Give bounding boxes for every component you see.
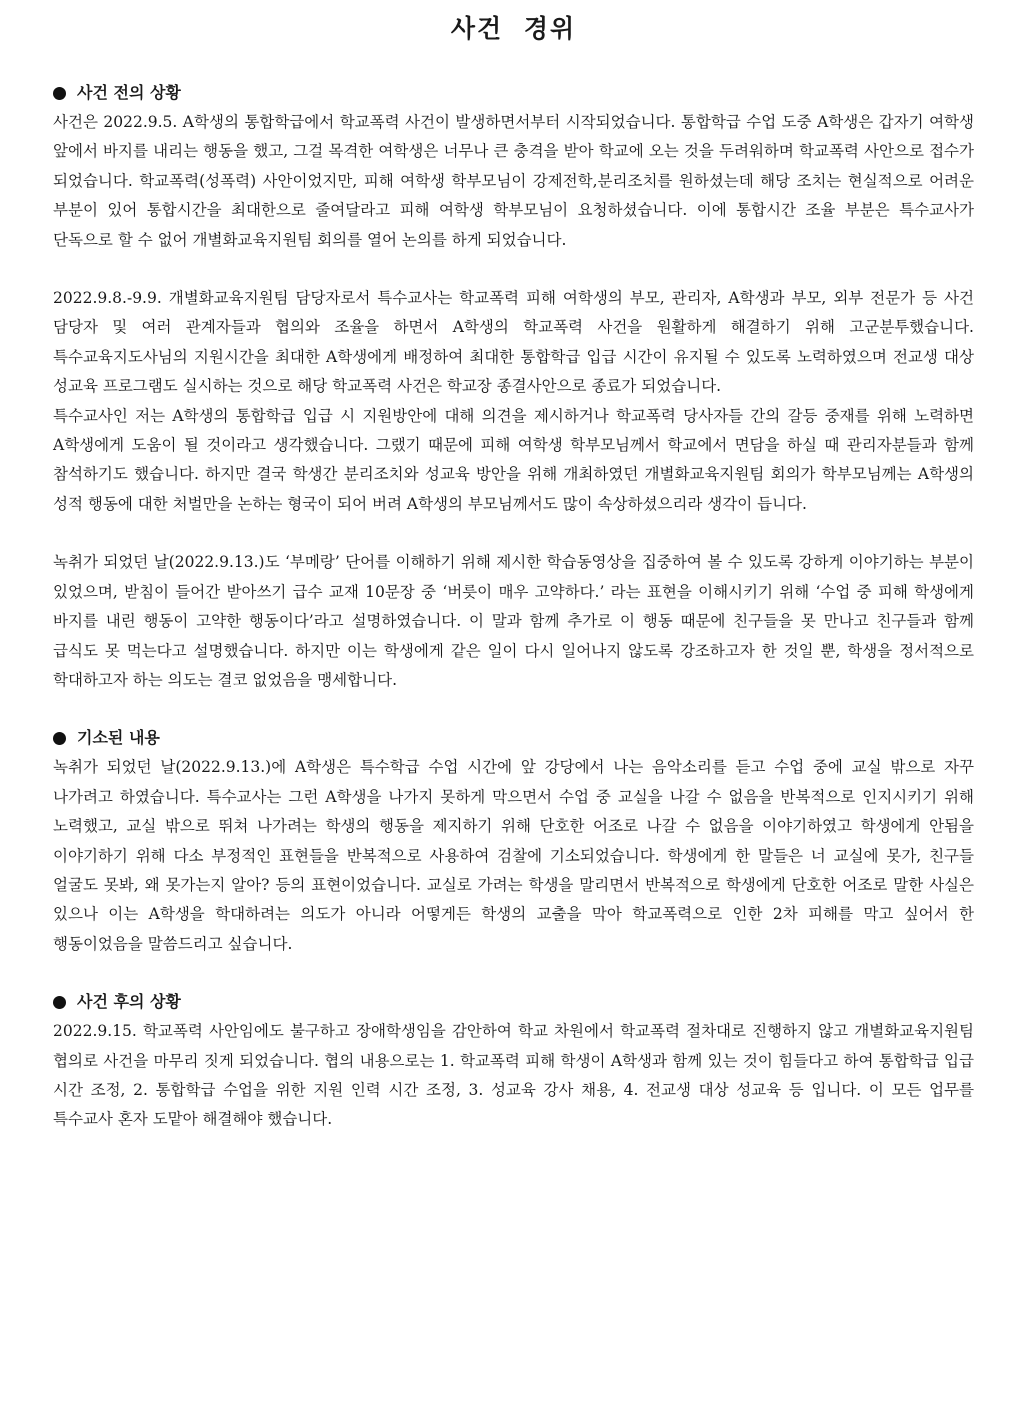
section-heading-text: 사건 전의 상황 xyxy=(77,83,181,102)
paragraph: 2022.9.15. 학교폭력 사안임에도 불구하고 장애학생임을 감안하여 학교 차원에서 학교폭력 절차대로 진행하지 않고 개별화교육지원팀 협의로 사건을 마무리 짓게 되었습니다. 협의 내용으로는 1. 학교폭력 피해 학생이 A학생과 함께 있는 것이 힘들다고 하여 통합학급 입급 시간 조정, 2. 통합학급 수업을 위한 지원 인력 시간 조정, 3. 성교육 강사 채용, 4. 전교생 대상 성교육 등 입니다. 이 모든 업무를 특수교사 혼자 도맡아 해결해야 했습니다. xyxy=(53,1022,974,1129)
section-indicted-content xyxy=(53,723,974,959)
section-before-incident xyxy=(53,78,974,695)
bullet-icon xyxy=(53,996,66,1009)
paragraph: 녹취가 되었던 날(2022.9.13.)에 A학생은 특수학급 수업 시간에 앞 강당에서 나는 음악소리를 듣고 수업 중에 교실 밖으로 자꾸 나가려고 하였습니다. 특수교사는 그런 A학생을 나가지 못하게 막으면서 수업 중 교실을 나갈 수 없음을 반복적으로 인지시키기 위해 노력했고, 교실 밖으로 뛰쳐 나가려는 학생의 행동을 제지하기 위해 단호한 어조로 나갈 수 없음을 이야기하였고 학생에게 안됨을 이야기하기 위해 다소 부정적인 표현들을 반복적으로 사용하여 검찰에 기소되었습니다. 학생에게 한 말들은 너 교실에 못가, 친구들 얼굴도 못봐, 왜 못가는지 알아? 등의 표현이었습니다. 교실로 가려는 학생을 말리면서 반복적으로 학생에게 단호한 어조로 말한 사실은 있으나 이는 A학생을 학대하려는 의도가 아니라 어떻게든 학생의 교출을 막아 학교폭력으로 인한 2차 피해를 막고 싶어서 한 행동이었음을 말씀드리고 싶습니다. xyxy=(53,758,974,953)
bullet-icon xyxy=(53,87,66,100)
section-heading xyxy=(53,987,974,1017)
paragraph: 특수교사인 저는 A학생의 통합학급 입급 시 지원방안에 대해 의견을 제시하거나 학교폭력 당사자들 간의 갈등 중재를 위해 노력하면 A학생에게 도움이 될 것이라고 생각했습니다. 그랬기 때문에 피해 여학생 학부모님께서 학교에서 면담을 하실 때 관리자분들과 함께 참석하기도 했습니다. 하지만 결국 학생간 분리조치와 성교육 방안을 위해 개최하였던 개별화교육지원팀 회의가 학부모님께는 A학생의 성적 행동에 대한 처벌만을 논하는 형국이 되어 버려 A학생의 부모님께서도 많이 속상하셨으리라 생각이 듭니다. xyxy=(53,406,974,513)
paragraph: 사건은 2022.9.5. A학생의 통합학급에서 학교폭력 사건이 발생하면서부터 시작되었습니다. 통합학급 수업 도중 A학생은 갑자기 여학생 앞에서 바지를 내리는 행동을 했고, 그걸 목격한 여학생은 너무나 큰 충격을 받아 학교에 오는 것을 두려워하며 학교폭력 사안으로 접수가 되었습니다. 학교폭력(성폭력) 사안이었지만, 피해 여학생 학부모님이 강제전학,분리조치를 원하셨는데 해당 조치는 현실적으로 어려운 부분이 있어 통합시간을 최대한으로 줄여달라고 피해 여학생 학부모님이 요청하셨습니다. 이에 통합시간 조율 부분은 특수교사가 단독으로 할 수 없어 개별화교육지원팀 회의를 열어 논의를 하게 되었습니다. xyxy=(53,113,974,249)
section-heading-text: 사건 후의 상황 xyxy=(77,992,181,1012)
section-heading-text: 기소된 내용 xyxy=(77,728,160,748)
paragraph: 녹취가 되었던 날(2022.9.13.)도 ‘부메랑’ 단어를 이해하기 위해 제시한 학습동영상을 집중하여 볼 수 있도록 강하게 이야기하는 부분이 있었으며, 받침이 들어간 받아쓰기 급수 교재 10문장 중 ‘버릇이 매우 고약하다.’ 라는 표현을 이해시키기 위해 ‘수업 중 피해 학생에게 바지를 내린 행동이 고약한 행동이다’라고 설명하였습니다. 이 말과 함께 추가로 이 행동 때문에 친구들을 못 만나고 친구들과 함께 급식도 못 먹는다고 설명했습니다. 하지만 이는 학생에게 같은 일이 다시 일어나지 않도록 강조하고자 한 것일 뿐, 학생을 정서적으로 학대하고자 하는 의도는 결코 없었음을 맹세합니다. xyxy=(53,553,974,689)
section-heading xyxy=(53,78,974,108)
section-heading xyxy=(53,723,974,753)
bullet-icon xyxy=(53,732,66,745)
document-title: 사건 경위 xyxy=(450,14,577,43)
paragraph: 2022.9.8.-9.9. 개별화교육지원팀 담당자로서 특수교사는 학교폭력 피해 여학생의 부모, 관리자, A학생과 부모, 외부 전문가 등 사건 담당자 및 여러 관계자들과 협의와 조율을 하면서 A학생의 학교폭력 사건을 원활하게 해결하기 위해 고군분투했습니다. 특수교육지도사님의 지원시간을 최대한 A학생에게 배정하여 최대한 통합학급 입급 시간이 유지될 수 있도록 노력하였으며 전교생 대상 성교육 프로그램도 실시하는 것으로 해당 학교폭력 사건은 학교장 종결사안으로 종료가 되었습니다. xyxy=(53,289,974,396)
section-after-incident xyxy=(53,987,974,1135)
